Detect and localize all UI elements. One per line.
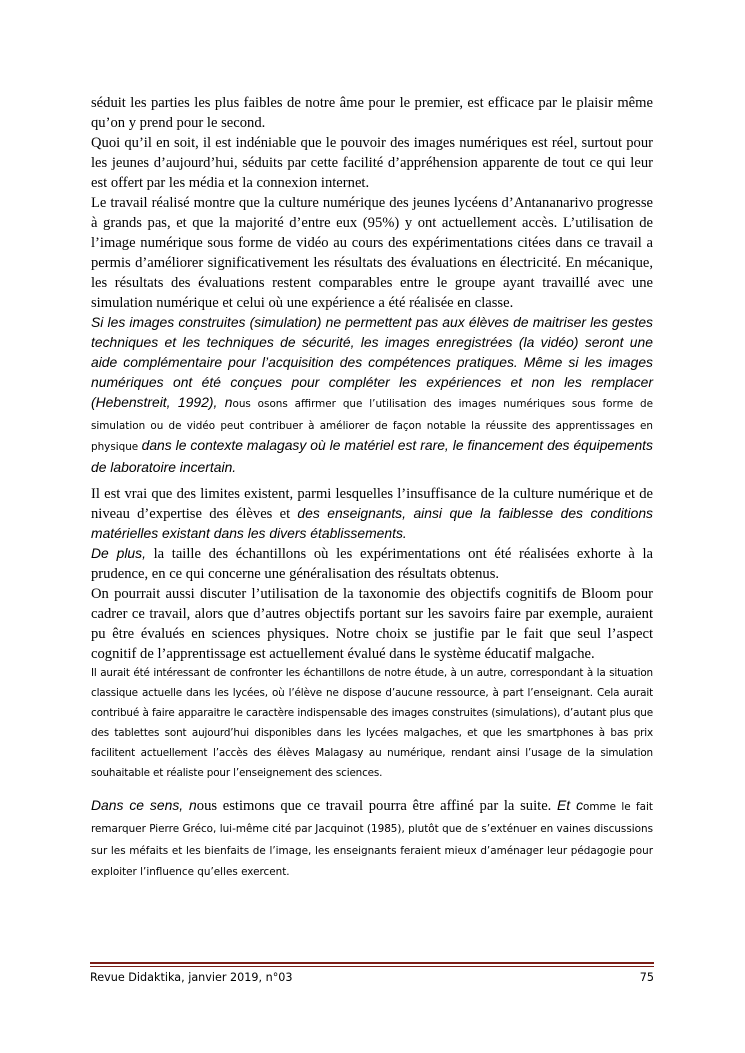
footer-page-number: 75 (639, 971, 654, 984)
paragraph-6-italic-text: De plus, (91, 545, 146, 562)
paragraph-1-text: séduit les parties les plus faibles de notre âme pour le premier, est efficace par le plaisir même qu’on y prend pour le second. (91, 95, 653, 131)
paragraph-4-italic-end-text: dans le contexte malagasy où le matériel est rare, le financement des équipements de laboratoire incertain. (91, 437, 653, 476)
paragraph-7-text: On pourrait aussi discuter l’utilisation de la taxonomie des objectifs cognitifs de Bloom pour cadrer ce travail, alors que d’autres objectifs portant sur les savoirs faire par exemple, auraient pu être évalués en sciences physiques. Notre choix se justifie par le fait que seul l’aspect cognitif de l’apprentissage est actuellement évalué dans le système éducatif malgache. (91, 586, 653, 663)
paragraph-4 (91, 313, 653, 478)
paragraph-1 (91, 93, 653, 133)
paragraph-2-text: Quoi qu’il en soit, il est indéniable que le pouvoir des images numériques est réel, surtout pour les jeunes d’aujourd’hui, séduits par cette facilité d’appréhension apparente de tout ce qui leur est offert par les média et la connexion internet. (91, 135, 653, 191)
paragraph-4-plain-text: ous osons affirmer que l’utilisation des images numériques sous forme de simulation ou de vidéo peut contribuer à améliorer de façon notable la réussite des apprentissages en physique (91, 397, 653, 454)
paragraph-8 (91, 664, 653, 783)
paragraph-9-serif-text: ous estimons que ce travail pourra être affiné par la suite. (196, 797, 558, 814)
paragraph-2 (91, 133, 653, 193)
body-text (91, 93, 653, 883)
footer-rule-thin (90, 966, 654, 967)
paragraph-4-italic-text: Si les images construites (simulation) ne permettent pas aux élèves de maitriser les gestes techniques et les techniques de sécurité, les images enregistrées (la vidéo) seront une aide complémentaire pour l’acquisition des compétences pratiques. Même si les images numériques ont été conçues pour compléter les expériences et non les remplacer (Hebenstreit, 1992), n (91, 314, 653, 410)
paragraph-9 (91, 796, 653, 884)
paragraph-3 (91, 193, 653, 313)
paragraph-6-plain-text: la taille des échantillons où les expérimentations ont été réalisées exhorte à la prudence, en ce qui concerne une généralisation des résultats obtenus. (91, 546, 653, 583)
paragraph-9-italic2-text: Et c (557, 796, 584, 813)
paragraph-9-plain-text: omme le fait remarquer Pierre Gréco, lui-même cité par Jacquinot (1985), plutôt que de s’exténuer en vaines discussions sur les méfaits et les bienfaits de l’image, les enseignants feraient mieux d’aménager leur pédagogie pour exploiter l’influence qu’elles exercent. (91, 800, 653, 879)
paragraph-8-text: Il aurait été intéressant de confronter les échantillons de notre étude, à un autre, correspondant à la situation classique actuelle dans les lycées, où l’élève ne dispose d’aucune ressource, à part l’enseignant. Cela aurait contribué à faire apparaitre le caractère indispensable des images construites (simulations), d’autant plus que des tablettes sont aujourd’hui disponibles dans les lycées malgaches, et que les smartphones à bas prix facilitent actuellement l’accès des élèves Malagasy au numérique, rendant ainsi l’usage de la simulation souhaitable et réaliste pour l’enseignement des sciences. (91, 667, 653, 779)
paragraph-5-italic-text: des enseignants, ainsi que la faiblesse des conditions matérielles existant dans les divers établissements. (91, 505, 654, 542)
paragraph-6 (91, 544, 653, 584)
paragraph-5 (91, 484, 653, 544)
paragraph-3-text: Le travail réalisé montre que la culture numérique des jeunes lycéens d’Antananarivo progresse à grands pas, et que la majorité d’entre eux (95%) y ont actuellement accès. L’utilisation de l’image numérique sous forme de vidéo au cours des expérimentations citées dans ce travail a permis d’améliorer significativement les résultats des évaluations en électricité. En mécanique, les résultats des évaluations restent comparables entre le groupe ayant travaillé avec une simulation numérique et celui où une expérience a été réalisée en classe. (91, 195, 653, 311)
footer-rule-thick (90, 962, 654, 964)
paragraph-9-italic-text: Dans ce sens, n (91, 796, 197, 813)
paragraph-5-plain-text: Il est vrai que des limites existent, parmi lesquelles l’insuffisance de la culture numérique et de niveau d’expertise des élèves et (91, 486, 653, 523)
footer-journal: Revue Didaktika, janvier 2019, n°03 (90, 971, 293, 984)
paragraph-7 (91, 584, 653, 664)
